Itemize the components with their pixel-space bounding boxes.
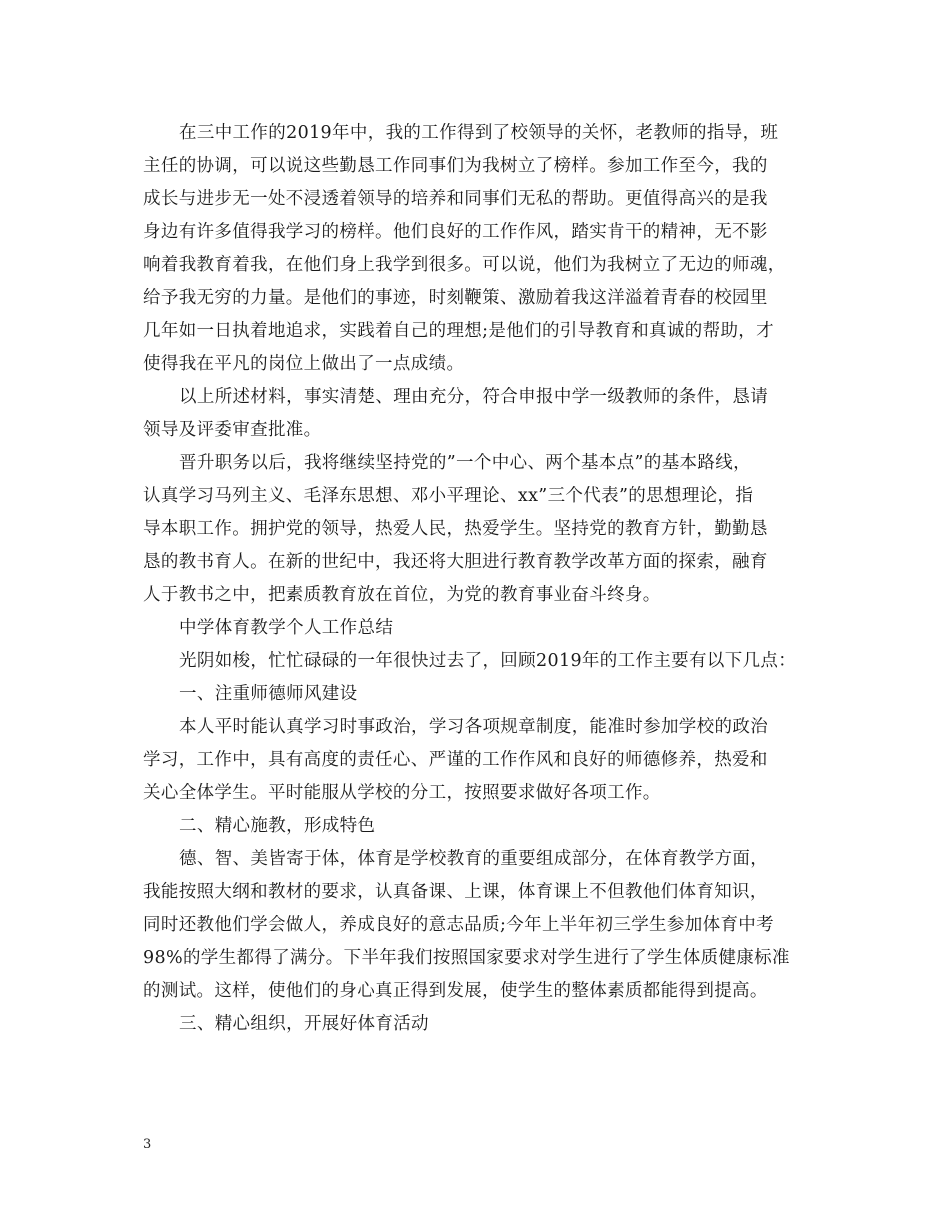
text-line: 本人平时能认真学习时事政治，学习各项规章制度，能准时参加学校的政治	[179, 717, 769, 737]
text-line: 响着我教育着我，在他们身上我学到很多。可以说，他们为我树立了无边的师魂，	[143, 255, 786, 275]
text-line: 学习，工作中，具有高度的责任心、严谨的工作作风和良好的师德修养，热爱和	[143, 750, 768, 770]
text-line: 成长与进步无一处不浸透着领导的培养和同事们无私的帮助。更值得高兴的是我	[143, 189, 768, 209]
text-line: 导本职工作。拥护党的领导，热爱人民，热爱学生。坚持党的教育方针，勤勤恳	[143, 519, 768, 539]
text-line: 同时还教他们学会做人，养成良好的意志品质;今年上半年初三学生参加体育中考	[143, 915, 774, 935]
text-line: 98%的学生都得了满分。下半年我们按照国家要求对学生进行了学生体质健康标准	[143, 948, 790, 968]
page-number: 3	[143, 1137, 152, 1152]
text-line: 给予我无穷的力量。是他们的事迹，时刻鞭策、激励着我这洋溢着青春的校园里	[143, 288, 768, 308]
text-line: 光阴如梭，忙忙碌碌的一年很快过去了，回顾2019年的工作主要有以下几点：	[179, 651, 797, 671]
text-line: 人于教书之中，把素质教育放在首位，为党的教育事业奋斗终身。	[143, 585, 661, 605]
text-line: 领导及评委审查批准。	[143, 420, 322, 440]
text-line: 身边有许多值得我学习的榜样。他们良好的工作作风，踏实肯干的精神，无不影	[143, 222, 768, 242]
text-line: 使得我在平凡的岗位上做出了一点成绩。	[143, 354, 465, 374]
text-line: 二、精心施教，形成特色	[179, 816, 376, 836]
text-line: 德、智、美皆寄于体，体育是学校教育的重要组成部分，在体育教学方面，	[179, 849, 769, 869]
text-line: 主任的协调，可以说这些勤恳工作同事们为我树立了榜样。参加工作至今，我的	[143, 156, 768, 176]
text-line: 三、精心组织，开展好体育活动	[179, 1014, 429, 1034]
text-line: 一、注重师德师风建设	[179, 684, 358, 704]
text-line: 的测试。这样，使他们的身心真正得到发展，使学生的整体素质都能得到提高。	[143, 981, 768, 1001]
text-line: 在三中工作的2019年中，我的工作得到了校领导的关怀，老教师的指导，班	[179, 123, 779, 143]
text-line: 晋升职务以后，我将继续坚持党的”一个中心、两个基本点”的基本路线，	[179, 453, 751, 473]
text-line: 几年如一日执着地追求，实践着自己的理想;是他们的引导教育和真诚的帮助，才	[143, 321, 774, 341]
text-line: 关心全体学生。平时能服从学校的分工，按照要求做好各项工作。	[143, 783, 661, 803]
document-body	[143, 117, 823, 1041]
text-line: 我能按照大纲和教材的要求，认真备课、上课，体育课上不但教他们体育知识，	[143, 882, 768, 902]
text-line: 以上所述材料，事实清楚、理由充分，符合申报中学一级教师的条件，恳请	[179, 387, 769, 407]
text-line: 中学体育教学个人工作总结	[179, 618, 394, 638]
text-line: 恳的教书育人。在新的世纪中，我还将大胆进行教育教学改革方面的探索，融育	[143, 552, 768, 572]
text-line: 认真学习马列主义、毛泽东思想、邓小平理论、xx”三个代表”的思想理论，指	[143, 486, 754, 506]
